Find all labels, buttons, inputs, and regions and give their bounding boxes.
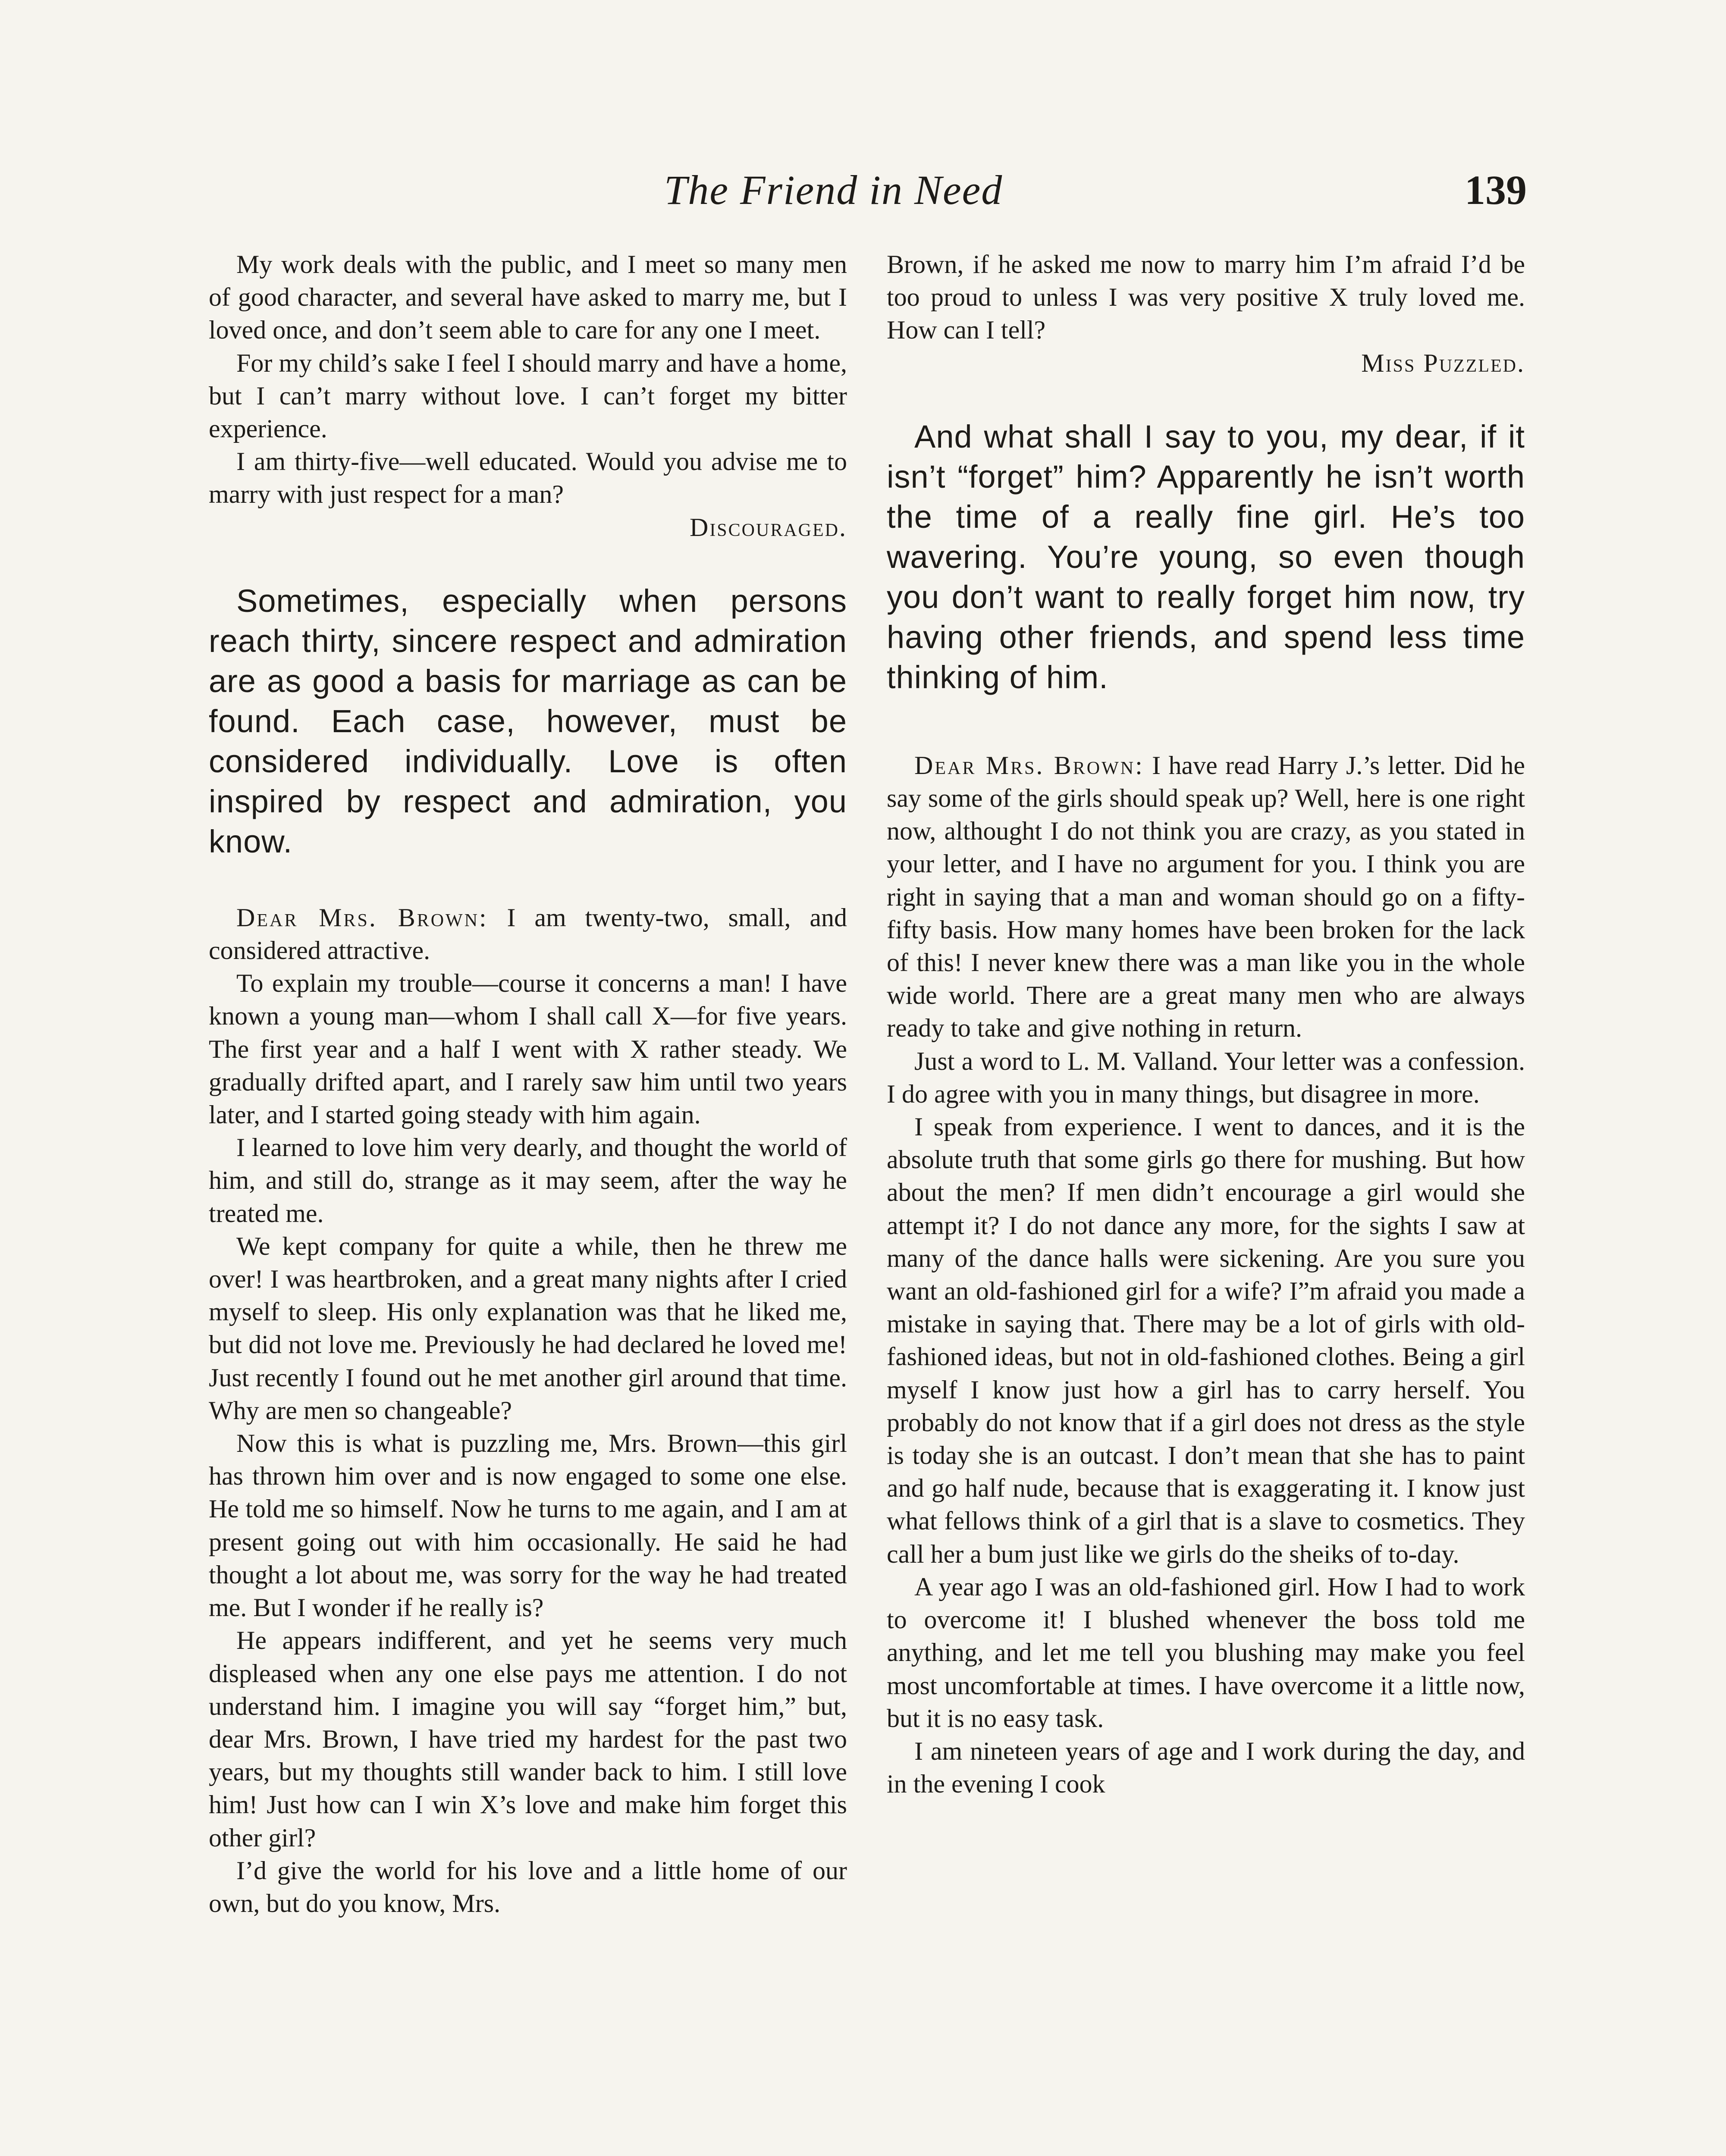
page-header bbox=[207, 166, 1527, 226]
letter-opening bbox=[887, 749, 1525, 1045]
letter-opening-text: I have read Harry J.’s letter. Did he say some of the girls should speak up? Well, here is one right now, althought I do not think you are crazy, as you stated in your letter, and I have no argument for you. I think you are right in saying that a man and woman should go on a fifty-fifty basis. How many homes have been broken for the lack of this! I never knew there was a man like you in the whole wide world. There are a great many men who are always ready to take and give nothing in return. bbox=[887, 751, 1525, 1043]
letter-paragraph: He appears indifferent, and yet he seems very much displeased when any one else pays me attention. I do not understand him. I imagine you will say “forget him,” but, dear Mrs. Brown, I have tried my hardest for the past two years, but my thoughts still wander back to him. I still love him! Just how can I win X’s love and make him forget this other girl? bbox=[209, 1626, 847, 1852]
letter-paragraph: My work deals with the public, and I meet so many men of good character, and several have asked to marry me, but I loved once, and don’t seem able to care for any one I meet. bbox=[209, 250, 847, 345]
letter-discouraged bbox=[209, 248, 847, 544]
letter-paragraph: For my child’s sake I feel I should marry and have a home, but I can’t marry without love. I can’t forget my bitter experience. bbox=[209, 348, 847, 443]
letter-signature: Miss Puzzled. bbox=[1361, 348, 1525, 377]
letter-paragraph: I’d give the world for his love and a little home of our own, but do you know, Mrs. bbox=[209, 1856, 847, 1918]
letter-paragraph: Brown, if he asked me now to marry him I’m afraid I’d be too proud to unless I was very positive X truly loved me. How can I tell? bbox=[887, 250, 1525, 345]
letter-paragraph: To explain my trouble—course it concerns a man! I have known a young man—whom I shall call X—for five years. The first year and a half I went with X rather steady. We gradually drifted apart, and I rarely saw him until two years later, and I started going steady with him again. bbox=[209, 969, 847, 1129]
letter-paragraph: I learned to love him very dearly, and thought the world of him, and still do, strange as it may seem, after the way he treated me. bbox=[209, 1133, 847, 1228]
reply-text: Sometimes, especially when persons reach thirty, sincere respect and admiration are as good a basis for marriage as can be found. Each case, however, must be considered individually. Love is often inspired by respect and admiration, you know. bbox=[209, 583, 847, 859]
page-number: 139 bbox=[1465, 167, 1527, 213]
letter-paragraph: We kept company for quite a while, then he threw me over! I was heartbroken, and a great many nights after I cried myself to sleep. His only explanation was that he liked me, but did not love me. Previously he had declared he loved me! Just recently I found out he met another girl around that time. Why are men so changeable? bbox=[209, 1232, 847, 1425]
letter-opening bbox=[209, 901, 847, 967]
right-column bbox=[887, 248, 1525, 1800]
salutation: Dear Mrs. Brown: bbox=[914, 751, 1144, 780]
reply-to-puzzled bbox=[887, 417, 1525, 697]
letter-puzzled bbox=[209, 901, 847, 1920]
letter-paragraph: I am thirty-five—well educated. Would you advise me to marry with just respect for a man? bbox=[209, 447, 847, 509]
letter-paragraph: Just a word to L. M. Valland. Your letter was a confession. I do agree with you in many things, but disagree in more. bbox=[887, 1047, 1525, 1108]
letter-paragraph: A year ago I was an old-fashioned girl. How I had to work to overcome it! I blushed whenever the boss told me anything, and let me tell you blushing may make you feel most uncomfortable at times. I have overcome it a little now, but it is no easy task. bbox=[887, 1572, 1525, 1733]
reply-to-discouraged bbox=[209, 581, 847, 862]
letter-paragraph: I am nineteen years of age and I work during the day, and in the evening I cook bbox=[887, 1736, 1525, 1799]
letter-nineteen bbox=[887, 749, 1525, 1801]
letter-puzzled-continued bbox=[887, 248, 1525, 379]
letter-paragraph: I speak from experience. I went to dances, and it is the absolute truth that some girls go there for mushing. But how about the men? If men didn’t encourage a girl would she attempt it? I do not dance any more, for the sights I saw at many of the dance halls were sickening. Are you sure you want an old-fashioned girl for a wife? I”m afraid you made a mistake in saying that. There may be a lot of girls with old-fashioned ideas, but not in old-fashioned clothes. Being a girl myself I know just how a girl has to carry herself. You probably do not know that if a girl does not dress as the style is today she is an outcast. I don’t mean that she has to paint and go half nude, because that is exaggerating it. I know just what fellows think of a girl that is a slave to cosmetics. They call her a bum just like we girls do the sheiks of to-day. bbox=[887, 1112, 1525, 1568]
letter-signature: Discouraged. bbox=[689, 513, 847, 542]
salutation: Dear Mrs. Brown: bbox=[236, 903, 488, 932]
left-column bbox=[209, 248, 847, 1920]
reply-text: And what shall I say to you, my dear, if it isn’t “forget” him? Apparently he isn’t worth the time of a really fine girl. He’s too wavering. You’re young, so even though you don’t want to really forget him now, try having other friends, and spend less time thinking of him. bbox=[887, 418, 1525, 695]
letter-paragraph: Now this is what is puzzling me, Mrs. Brown—this girl has thrown him over and is now engaged to some one else. He told me so himself. Now he turns to me again, and I am at present going out with him occasionally. He said he had thought a lot about me, was sorry for the way he had treated me. But I wonder if he really is? bbox=[209, 1429, 847, 1622]
running-title: The Friend in Need bbox=[664, 167, 1003, 213]
letter-opening-text: I am twenty-two, small, and considered attractive. bbox=[209, 903, 847, 965]
